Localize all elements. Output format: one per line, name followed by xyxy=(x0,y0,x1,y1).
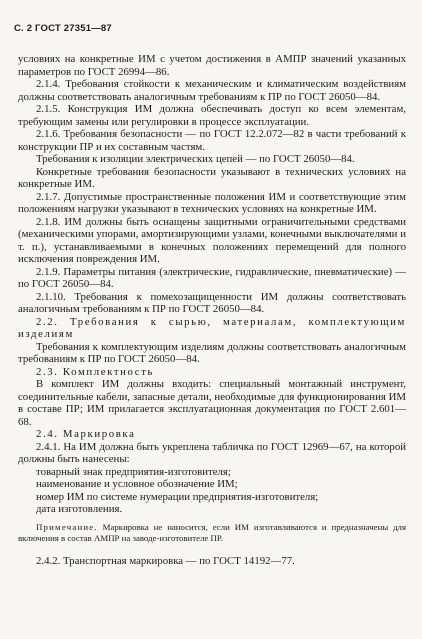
paragraph: Требования к изоляции электрических цепей — по ГОСТ 26050—84. xyxy=(36,153,355,165)
section-heading-completeness: 2.3. Комплектность xyxy=(36,365,155,378)
paragraph: 2.4.1. На ИМ должна быть укреплена табличка по ГОСТ 12969—67, на которой должны быть нанесены: xyxy=(18,440,406,465)
paragraph: 2.1.7. Допустимые пространственные положения ИМ и соответствующие этим положениям нагрузки указывают в технических условиях на конкретные ИМ. xyxy=(18,190,406,215)
paragraph: 2.1.6. Требования безопасности — по ГОСТ 12.2.072—82 в части требований к конструкции ПР и их составным частям. xyxy=(18,128,406,153)
paragraph: Конкретные требования безопасности указывают в технических условиях на конкретные ИМ. xyxy=(18,165,406,190)
list-item: товарный знак предприятия-изготовителя; xyxy=(36,465,231,478)
section-heading-marking: 2.4. Маркировка xyxy=(36,428,136,440)
paragraph: 2.1.4. Требования стойкости к механическим и климатическим воздействиям должны соответствовать аналогичным требованиям к ПР по ГОСТ 26050—84. xyxy=(18,78,406,103)
paragraph: В комплект ИМ должны входить: специальный монтажный инструмент, соединительные кабели, запасные детали, необходимые для функционирования ИМ в составе ПР; ИМ прилагается эксплуатационная документация по ГОСТ 2.601—68. xyxy=(18,378,406,428)
paragraph: 2.1.9. Параметры питания (электрические, гидравлические, пневматические) — по ГОСТ 26050—84. xyxy=(18,265,406,290)
paragraph: 2.4.2. Транспортная маркировка — по ГОСТ 14192—77. xyxy=(36,554,295,567)
note xyxy=(18,522,406,544)
note-label: Примечание. xyxy=(36,521,98,532)
paragraph: условиях на конкретные ИМ с учетом достижения в АМПР значений указанных параметров по ГОСТ 26994—86. xyxy=(18,53,406,78)
paragraph: 2.1.8. ИМ должны быть оснащены защитными ограничительными средствами (механическими упорами, амортизирующими узлами, конечными выключателями и т. п.), устанавливаемыми в конечных положениях перемещений для полного исключения повреждения ИМ. xyxy=(18,215,406,265)
document-body xyxy=(18,53,406,567)
paragraph: Требования к комплектующим изделиям должны соответствовать аналогичным требованиям к ПР по ГОСТ 26050—84. xyxy=(18,340,406,365)
paragraph: 2.1.5. Конструкция ИМ должна обеспечивать доступ ко всем элементам, требующим замены или регулировки в процессе эксплуатации. xyxy=(18,103,406,128)
paragraph: 2.1.10. Требования к помехозащищенности ИМ должны соответствовать аналогичным требованиям к ПР по ГОСТ 26050—84. xyxy=(18,290,406,315)
note-text: Маркировка не наносится, если ИМ изготавливаются и предназначены для включения в состав АМПР на заводе-изготовителе ПР. xyxy=(18,521,406,543)
list-item: дата изготовления. xyxy=(36,503,123,515)
list-item: номер ИМ по системе нумерации предприятия-изготовителя; xyxy=(36,490,319,503)
list-item: наименование и условное обозначение ИМ; xyxy=(36,478,238,490)
page-header: С. 2 ГОСТ 27351—87 xyxy=(14,23,112,34)
section-heading-raw-materials: 2.2. Требования к сырью, материалам, комплектующим изделиям xyxy=(18,315,406,340)
